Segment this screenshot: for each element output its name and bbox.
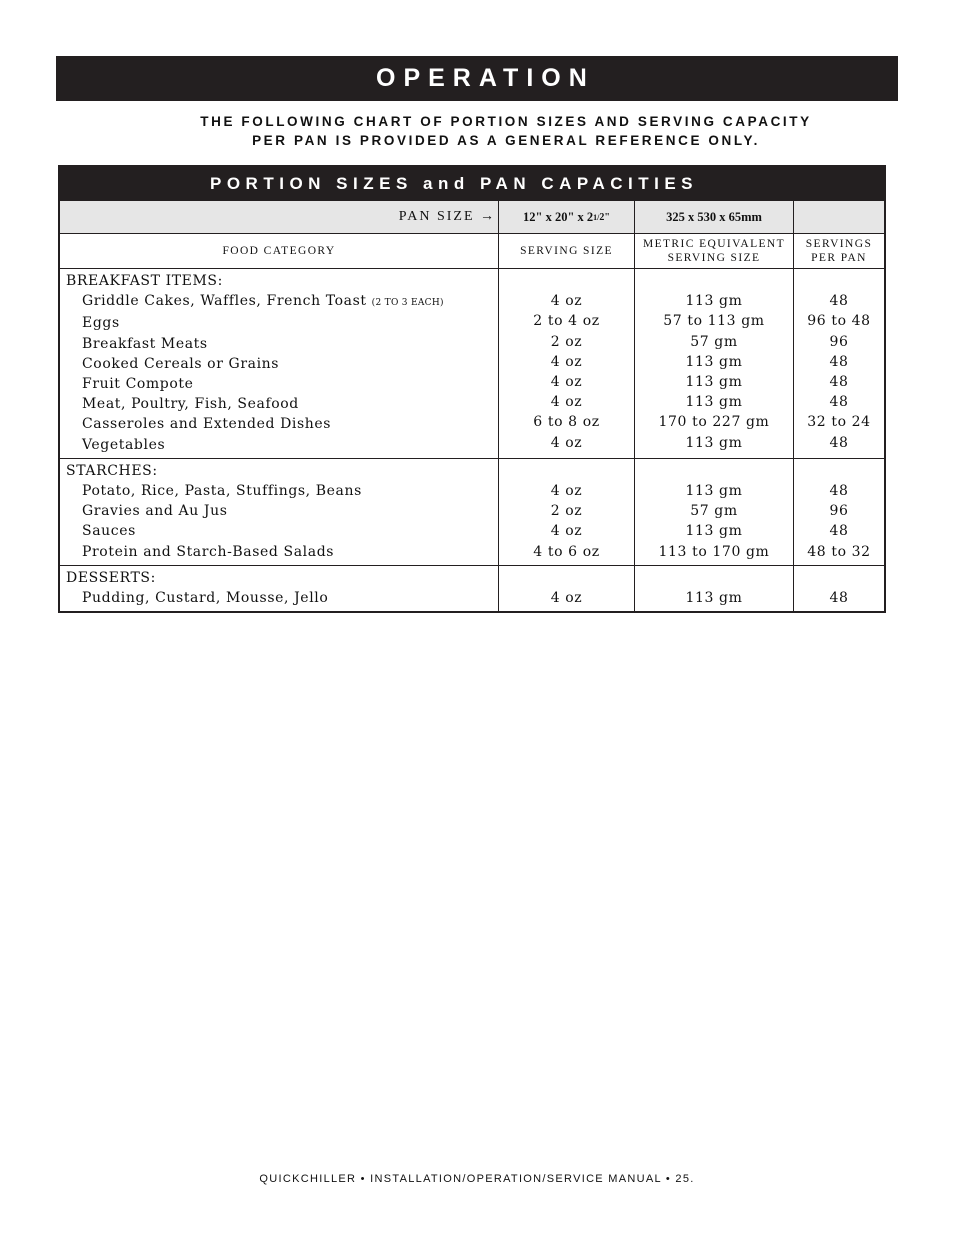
column-header-row: [60, 234, 884, 269]
food-item-note: (2 TO 3 EACH): [371, 298, 444, 309]
serving-size-value: 2 to 4 oz: [533, 313, 600, 330]
serving-size-value: 4 oz: [550, 434, 583, 451]
food-category-cell: [60, 566, 499, 611]
pan-size-imperial: [499, 201, 635, 233]
metric-serving-value: 57 gm: [690, 503, 738, 520]
pan-size-empty: [794, 201, 884, 233]
serving-size-value: 4 oz: [550, 353, 583, 370]
pan-size-label: PAN SIZE →: [60, 201, 499, 233]
servings-per-pan-value: 48: [829, 394, 849, 411]
header-metric-serving: [635, 234, 794, 268]
group-spacer: [635, 271, 793, 291]
metric-serving-value: 113 gm: [685, 434, 743, 451]
pan-imperial-text: 12" x 20" x 2: [523, 209, 594, 224]
serving-size-cell: [499, 269, 635, 458]
header-servings-line-2: PER PAN: [811, 252, 867, 264]
food-item-name: Fruit Compote: [82, 376, 194, 393]
group-heading: STARCHES:: [66, 462, 158, 479]
serving-size-value: 4 oz: [550, 483, 583, 500]
food-item-name: Protein and Starch-Based Salads: [82, 543, 335, 560]
serving-size-value: 4 oz: [550, 590, 583, 607]
serving-size-value: 6 to 8 oz: [533, 414, 600, 431]
intro-line-2: PER PAN IS PROVIDED AS A GENERAL REFERENCE ONLY.: [252, 133, 760, 148]
servings-per-pan-value: 48: [829, 293, 849, 310]
portion-table: [58, 165, 886, 613]
group-spacer: [635, 461, 793, 481]
food-item-name: Cooked Cereals or Grains: [82, 355, 280, 372]
servings-per-pan-value: 32 to 24: [807, 414, 871, 431]
food-category-cell: [60, 269, 499, 458]
food-item: [66, 313, 498, 333]
food-item: [66, 435, 498, 455]
group-spacer: [794, 271, 884, 291]
metric-serving-cell: [635, 566, 794, 611]
metric-serving-value: 113 gm: [685, 374, 743, 391]
servings-per-pan-cell: [794, 269, 884, 458]
servings-per-pan-value: 48: [829, 483, 849, 500]
metric-serving-cell: [635, 269, 794, 458]
metric-serving-value: 113 gm: [685, 483, 743, 500]
servings-per-pan-value: 48: [829, 353, 849, 370]
section-title: OPERATION: [56, 56, 898, 101]
serving-size-value: 4 oz: [550, 374, 583, 391]
servings-per-pan-value: 48: [829, 590, 849, 607]
serving-size-value: 4 oz: [550, 394, 583, 411]
serving-size-cell: [499, 566, 635, 611]
food-item: [66, 334, 498, 354]
serving-size-value: 4 to 6 oz: [533, 543, 600, 560]
metric-serving-value: 113 gm: [685, 293, 743, 310]
serving-size-value: 2 oz: [550, 503, 583, 520]
food-item: [66, 394, 498, 414]
food-item: [66, 542, 498, 562]
table-group-row: [60, 566, 884, 611]
food-item-name: Meat, Poultry, Fish, Seafood: [82, 396, 299, 413]
food-item: [66, 354, 498, 374]
page-footer: QUICKCHILLER • INSTALLATION/OPERATION/SERVICE MANUAL • 25.: [259, 1173, 695, 1185]
group-spacer: [499, 568, 634, 588]
food-category-cell: [60, 459, 499, 565]
servings-per-pan-value: 48: [829, 523, 849, 540]
intro-line-1: THE FOLLOWING CHART OF PORTION SIZES AND SERVING CAPACITY: [200, 114, 812, 129]
serving-size-value: 4 oz: [550, 523, 583, 540]
food-item: [66, 374, 498, 394]
servings-per-pan-value: 96: [829, 503, 849, 520]
metric-serving-value: 113 gm: [685, 394, 743, 411]
servings-per-pan-value: 48: [829, 434, 849, 451]
group-heading: BREAKFAST ITEMS:: [66, 273, 223, 289]
food-item-name: Sauces: [82, 523, 136, 540]
metric-serving-value: 113 to 170 gm: [658, 543, 770, 560]
group-spacer: [635, 568, 793, 588]
metric-serving-cell: [635, 459, 794, 565]
servings-per-pan-value: 48: [829, 374, 849, 391]
servings-per-pan-value: 96 to 48: [807, 313, 871, 330]
servings-per-pan-cell: [794, 566, 884, 611]
food-item-name: Gravies and Au Jus: [82, 503, 228, 520]
serving-size-cell: [499, 459, 635, 565]
servings-per-pan-value: 96: [829, 333, 849, 350]
header-serving-size: SERVING SIZE: [499, 234, 635, 268]
food-item-name: Casseroles and Extended Dishes: [82, 416, 332, 433]
group-spacer: [794, 568, 884, 588]
food-item: [66, 414, 498, 434]
group-spacer: [794, 461, 884, 481]
food-item-name: Vegetables: [82, 436, 166, 453]
food-item-name: Breakfast Meats: [82, 335, 208, 352]
metric-serving-value: 170 to 227 gm: [658, 414, 770, 431]
intro-text: [56, 112, 954, 150]
table-group-row: [60, 459, 884, 566]
table-title: PORTION SIZES and PAN CAPACITIES: [60, 167, 884, 201]
header-servings-line-1: SERVINGS: [805, 238, 873, 250]
table-body: [60, 269, 884, 611]
food-item-name: Pudding, Custard, Mousse, Jello: [82, 590, 329, 607]
header-food-category: FOOD CATEGORY: [60, 234, 499, 268]
pan-size-metric: 325 x 530 x 65mm: [635, 201, 794, 233]
food-item: [66, 521, 498, 541]
metric-serving-value: 113 gm: [685, 353, 743, 370]
table-group-row: [60, 269, 884, 459]
servings-per-pan-value: 48 to 32: [807, 543, 871, 560]
servings-per-pan-cell: [794, 459, 884, 565]
food-item: [66, 501, 498, 521]
metric-serving-value: 113 gm: [685, 523, 743, 540]
group-spacer: [499, 461, 634, 481]
header-metric-line-1: METRIC EQUIVALENT: [642, 238, 786, 250]
serving-size-value: 2 oz: [550, 333, 583, 350]
header-servings-per-pan: [794, 234, 884, 268]
group-spacer: [499, 271, 634, 291]
food-item-name: Eggs: [82, 315, 120, 332]
group-heading: DESSERTS:: [66, 569, 156, 586]
metric-serving-value: 57 gm: [690, 333, 738, 350]
food-item: [66, 588, 498, 608]
food-item: [66, 481, 498, 501]
pan-imperial-fraction-num: 1/: [593, 212, 600, 222]
header-metric-line-2: SERVING SIZE: [667, 252, 761, 264]
food-item-name: Griddle Cakes, Waffles, French Toast: [82, 293, 367, 310]
pan-imperial-fraction-den: 2": [599, 211, 610, 223]
metric-serving-value: 113 gm: [685, 590, 743, 607]
metric-serving-value: 57 to 113 gm: [663, 313, 765, 330]
food-item: [66, 291, 498, 313]
serving-size-value: 4 oz: [550, 293, 583, 310]
food-item-name: Potato, Rice, Pasta, Stuffings, Beans: [82, 483, 362, 500]
pan-size-row: [60, 201, 884, 234]
